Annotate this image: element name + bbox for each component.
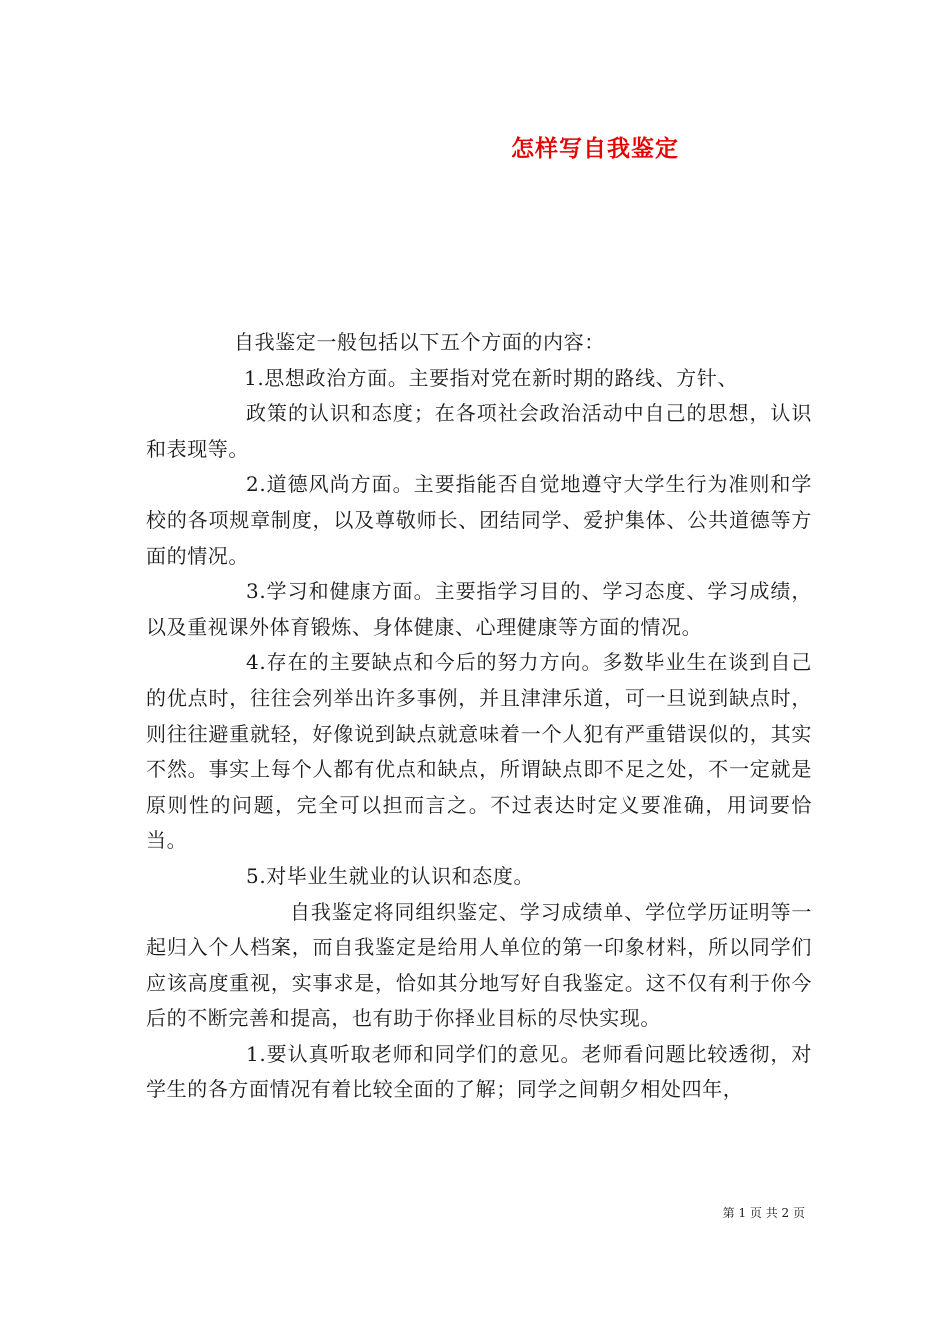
paragraph-item-1-line: 1.思想政治方面。主要指对党在新时期的路线、方针、 [244, 365, 739, 390]
page-number-footer: 第 1 页 共 2 页 [722, 1206, 805, 1220]
paragraph-item-2: 2.道德风尚方面。主要指能否自觉地遵守大学生行为准则和学校的各项规章制度，以及尊敬师长、团结同学、爱护集体、公共道德等方面的情况。 [146, 472, 812, 568]
paragraph-item-5: 5.对毕业生就业的认识和态度。 [246, 863, 535, 888]
paragraph-item-3: 3.学习和健康方面。主要指学习目的、学习态度、学习成绩，以及重视课外体育锻炼、身体健康、心理健康等方面的情况。 [146, 579, 812, 639]
paragraph-item-4: 4.存在的主要缺点和今后的努力方向。多数毕业生在谈到自己的优点时，往往会列举出许多事例，并且津津乐道，可一旦说到缺点时，则往往避重就轻，好像说到缺点就意味着一个人犯有严重错误似的，其实不然。事实上每个人都有优点和缺点，所谓缺点即不足之处，不一定就是原则性的问题，完全可以担而言之。不过表达时定义要准确，用词要恰当。 [146, 650, 812, 853]
paragraph-tip-1: 1.要认真听取老师和同学们的意见。老师看问题比较透彻，对学生的各方面情况有着比较全面的了解；同学之间朝夕相处四年， [146, 1041, 812, 1102]
document-body [146, 325, 812, 1108]
paragraph-intro: 自我鉴定一般包括以下五个方面的内容： [234, 330, 605, 354]
paragraph-item-1-body: 政策的认识和态度；在各项社会政治活动中自己的思想，认识和表现等。 [146, 401, 812, 461]
paragraph-summary: 自我鉴定将同组织鉴定、学习成绩单、学位学历证明等一起归入个人档案，而自我鉴定是给用人单位的第一印象材料，所以同学们应该高度重视，实事求是，恰如其分地写好自我鉴定。这不仅有利于你今后的不断完善和提高，也有助于你择业目标的尽快实现。 [146, 899, 812, 1031]
document-title: 怎样写自我鉴定 [511, 135, 679, 162]
